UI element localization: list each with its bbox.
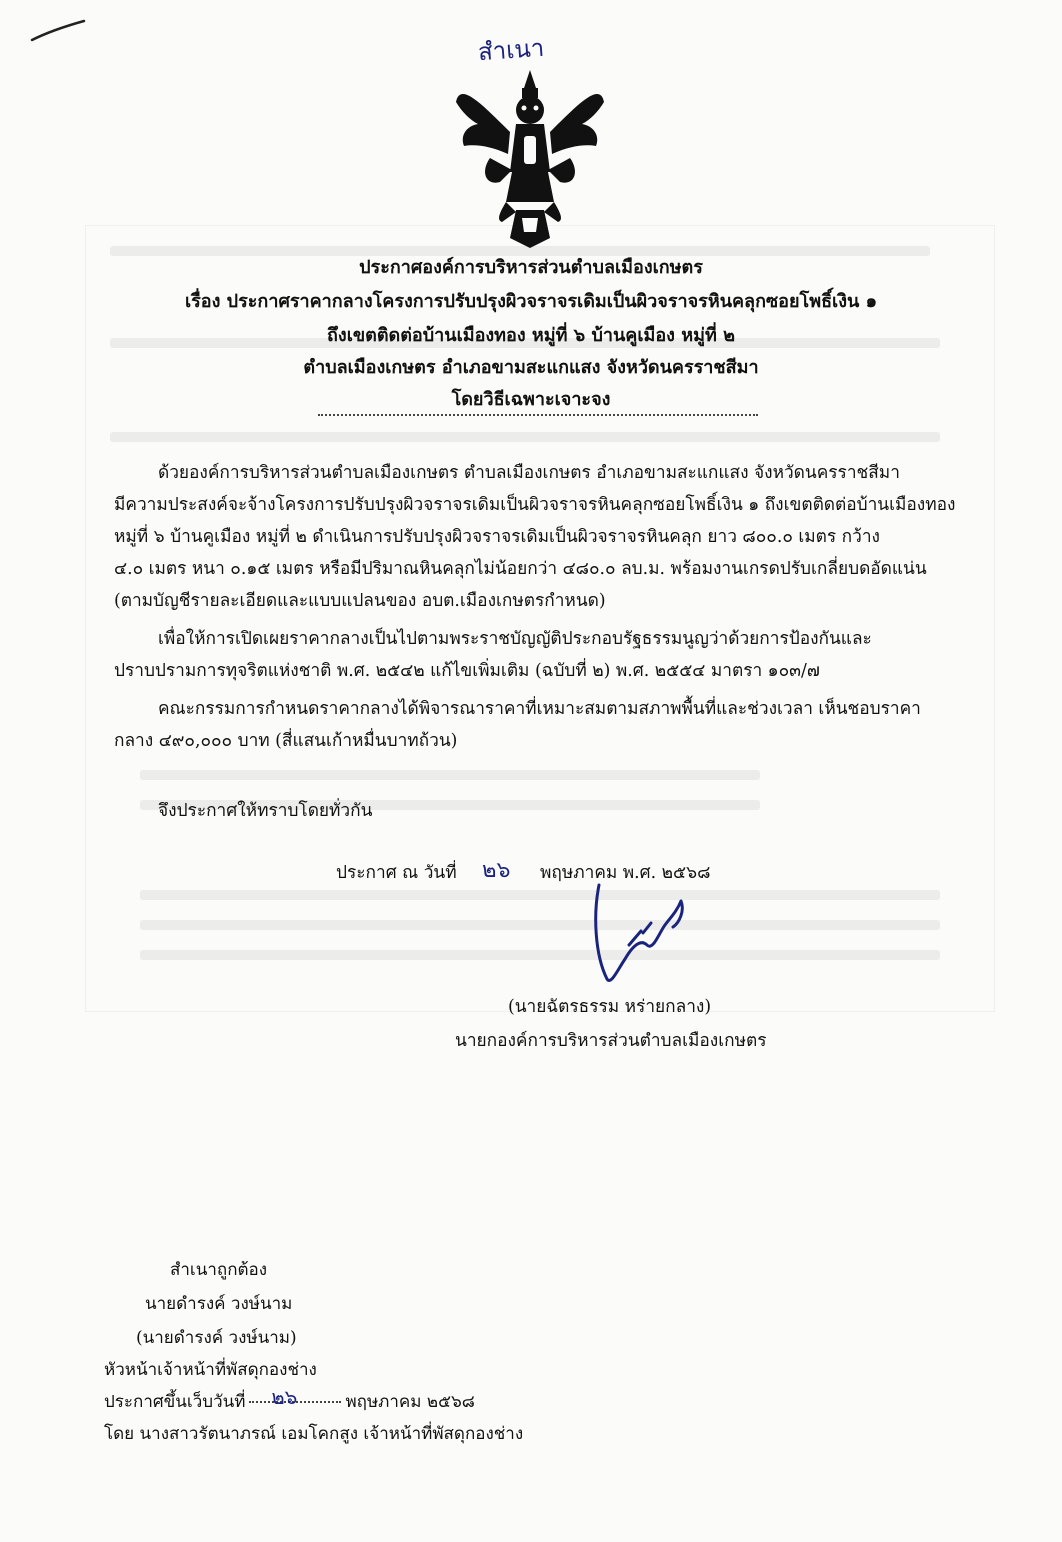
certification-line-2: นายดำรงค์ วงษ์นาม: [145, 1294, 293, 1314]
announce-month-year: พฤษภาคม พ.ศ. ๒๕๖๘: [540, 863, 711, 883]
body-paragraph-1-line-5: (ตามบัญชีรายละเอียดและแบบแปลนของ อบต.เมืองเกษตรกำหนด): [114, 591, 606, 611]
dotted-separator: [318, 414, 758, 416]
web-post-date-prefix: ประกาศขึ้นเว็บวันที่: [104, 1392, 246, 1412]
web-post-date-dots: [249, 1385, 341, 1409]
bleed-through-line: [140, 890, 940, 900]
signatory-title: นายกองค์การบริหารส่วนตำบลเมืองเกษตร: [455, 1031, 767, 1051]
certification-line-5: [104, 1385, 475, 1415]
body-paragraph-3-line-1: คณะกรรมการกำหนดราคากลางได้พิจารณาราคาที่เหมาะสมตามสภาพพื้นที่และช่วงเวลา เห็นชอบราคา: [158, 699, 921, 719]
copy-handwritten-mark: สำเนา: [477, 33, 546, 67]
signature-icon: [585, 875, 705, 995]
garuda-emblem-icon: [450, 62, 610, 252]
bleed-through-line: [140, 770, 760, 780]
announce-date-prefix: ประกาศ ณ วันที่: [336, 863, 457, 883]
web-post-day-handwritten: ๒๖: [271, 1385, 298, 1409]
body-paragraph-2-line-1: เพื่อให้การเปิดเผยราคากลางเป็นไปตามพระราชบัญญัติประกอบรัฐธรรมนูญว่าด้วยการป้องกันและ: [158, 629, 872, 649]
signatory-name: (นายฉัตรธรรม หร่ายกลาง): [508, 997, 712, 1017]
body-paragraph-1-line-4: ๔.๐ เมตร หนา ๐.๑๕ เมตร หรือมีปริมาณหินคลุกไม่น้อยกว่า ๔๘๐.๐ ลบ.ม. พร้อมงานเกรดปรับเกลี่ยบดอัดแน่น: [114, 559, 927, 579]
web-post-date-suffix: พฤษภาคม ๒๕๖๘: [345, 1392, 475, 1412]
certification-line-3: (นายดำรงค์ วงษ์นาม): [136, 1328, 297, 1348]
certification-line-6: โดย นางสาวรัตนาภรณ์ เอมโคกสูง เจ้าหน้าที่พัสดุกองช่าง: [104, 1424, 524, 1444]
pen-stroke-mark: [28, 18, 88, 44]
bleed-through-line: [140, 950, 940, 960]
subject-line-4: โดยวิธีเฉพาะเจาะจง: [451, 389, 611, 410]
announce-day-handwritten: ๒๖: [482, 858, 511, 883]
closing-statement: จึงประกาศให้ทราบโดยทั่วกัน: [158, 801, 373, 821]
body-paragraph-1-line-3: หมู่ที่ ๖ บ้านคูเมือง หมู่ที่ ๒ ดำเนินการปรับปรุงผิวจราจรเดิมเป็นผิวจราจรหินคลุก ยาว ๘๐๐.๐ เมตร กว้าง: [114, 527, 880, 547]
certification-line-4: หัวหน้าเจ้าหน้าที่พัสดุกองช่าง: [104, 1360, 317, 1380]
certification-line-1: สำเนาถูกต้อง: [170, 1260, 268, 1280]
subject-line-3: ตำบลเมืองเกษตร อำเภอขามสะแกแสง จังหวัดนครราชสีมา: [303, 357, 759, 378]
body-paragraph-3-line-2: กลาง ๔๙๐,๐๐๐ บาท (สี่แสนเก้าหมื่นบาทถ้วน): [114, 731, 458, 751]
announcement-title: ประกาศองค์การบริหารส่วนตำบลเมืองเกษตร: [359, 257, 703, 278]
body-paragraph-1-line-2: มีความประสงค์จะจ้างโครงการปรับปรุงผิวจราจรเดิมเป็นผิวจราจรหินคลุกซอยโพธิ์เงิน ๑ ถึงเขตติดต่อบ้านเมืองทอง: [114, 495, 956, 515]
body-paragraph-1-line-1: ด้วยองค์การบริหารส่วนตำบลเมืองเกษตร ตำบลเมืองเกษตร อำเภอขามสะแกแสง จังหวัดนครราชสีมา: [158, 463, 900, 483]
subject-line-1: เรื่อง ประกาศราคากลางโครงการปรับปรุงผิวจราจรเดิมเป็นผิวจราจรหินคลุกซอยโพธิ์เงิน ๑: [184, 291, 877, 312]
bleed-through-line: [140, 920, 940, 930]
subject-line-2: ถึงเขตติดต่อบ้านเมืองทอง หมู่ที่ ๖ บ้านคูเมือง หมู่ที่ ๒: [327, 325, 735, 346]
bleed-through-line: [110, 432, 940, 442]
body-paragraph-2-line-2: ปราบปรามการทุจริตแห่งชาติ พ.ศ. ๒๕๔๒ แก้ไขเพิ่มเติม (ฉบับที่ ๒) พ.ศ. ๒๕๕๔ มาตรา ๑๐๓/๗: [114, 661, 820, 681]
